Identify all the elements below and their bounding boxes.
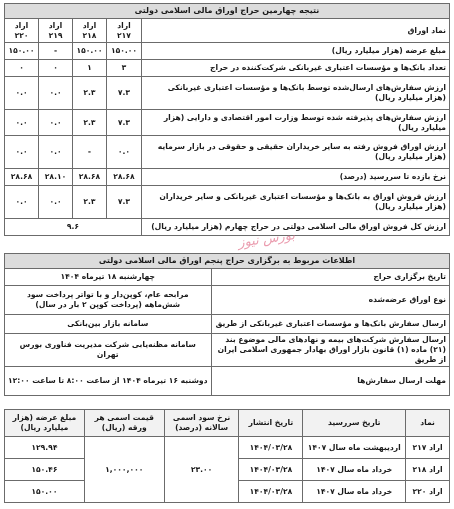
row-value: ۲.۳ bbox=[73, 77, 107, 110]
row-value: ۰.۰ bbox=[106, 136, 141, 169]
info-label: مهلت ارسال سفارش‌ها bbox=[211, 367, 449, 396]
table-row bbox=[5, 219, 450, 236]
total-value: ۹.۶ bbox=[5, 219, 142, 236]
symbol-label: نماد اوراق bbox=[141, 19, 449, 43]
symbol-header: اراد ۲۱۷ bbox=[106, 19, 141, 43]
cell-amount: ۱۲۹.۹۴ bbox=[5, 437, 85, 459]
row-label: ارزش اوراق فروش رفته به سایر خریداران حقیقی و حقوقی در بازار سرمایه (هزار میلیارد ریال) bbox=[141, 136, 449, 169]
row-value: ۲.۳ bbox=[73, 110, 107, 136]
row-label: ارزش فروش اوراق به بانک‌ها و مؤسسات اعتباری غیربانکی و سایر خریداران (هزار میلیارد ریال) bbox=[141, 186, 449, 219]
row-value: ۲۸.۶۸ bbox=[106, 169, 141, 186]
row-value: ۲۸.۱۰ bbox=[39, 169, 73, 186]
auction-results-title: نتیجه چهارمین حراج اوراق مالی اسلامی دولتی bbox=[5, 4, 450, 19]
info-value: دوشنبه ۱۶ تیرماه ۱۴۰۴ از ساعت ۸:۰۰ تا ساعت ۱۲:۰۰ bbox=[5, 367, 212, 396]
info-value: مرابحه عام، کوپن‌دار و با تواتر پرداخت سود شش‌ماهه (پرداخت کوپن ۲ بار در سال) bbox=[5, 286, 212, 315]
table-row bbox=[5, 136, 450, 169]
cell-issue: ۱۴۰۴/۰۳/۲۸ bbox=[239, 459, 303, 481]
row-value: ۲۸.۶۸ bbox=[5, 169, 39, 186]
row-value: ۲.۳ bbox=[73, 186, 107, 219]
col-header-price: قیمت اسمی هر ورقه (ریال) bbox=[84, 410, 164, 437]
table-row bbox=[5, 110, 450, 136]
row-value: ۰.۰ bbox=[39, 136, 73, 169]
table-row bbox=[5, 43, 450, 60]
row-value: ۳ bbox=[106, 60, 141, 77]
cell-rate: ۲۳.۰۰ bbox=[164, 437, 239, 503]
cell-maturity: خرداد ماه سال ۱۴۰۷ bbox=[303, 459, 406, 481]
row-value: ۰.۰ bbox=[39, 186, 73, 219]
col-header-amount: مبلغ عرضه (هزار میلیارد ریال) bbox=[5, 410, 85, 437]
row-value: ۷.۳ bbox=[106, 77, 141, 110]
row-value: ۷.۳ bbox=[106, 110, 141, 136]
row-value: ۰.۰ bbox=[5, 186, 39, 219]
cell-amount: ۱۵۰.۰۰ bbox=[5, 481, 85, 503]
symbol-header: اراد ۲۱۹ bbox=[39, 19, 73, 43]
symbol-header: اراد ۲۲۰ bbox=[5, 19, 39, 43]
info-label: نوع اوراق عرضه‌شده bbox=[211, 286, 449, 315]
cell-symbol: اراد ۲۱۸ bbox=[406, 459, 450, 481]
cell-symbol: اراد ۲۱۷ bbox=[406, 437, 450, 459]
symbol-header: اراد ۲۱۸ bbox=[73, 19, 107, 43]
table-row bbox=[5, 186, 450, 219]
row-label: مبلغ عرضه (هزار میلیارد ریال) bbox=[141, 43, 449, 60]
row-value: ۰ bbox=[5, 60, 39, 77]
table-row bbox=[5, 286, 450, 315]
table-row bbox=[5, 315, 450, 334]
row-value: ۰.۰ bbox=[5, 110, 39, 136]
row-value: ۰.۰ bbox=[5, 136, 39, 169]
col-header-issue: تاریخ انتشار bbox=[239, 410, 303, 437]
col-header-symbol: نماد bbox=[406, 410, 450, 437]
row-value: ۱۵۰.۰۰ bbox=[73, 43, 107, 60]
info-value: چهارشنبه ۱۸ تیرماه ۱۴۰۴ bbox=[5, 269, 212, 286]
col-header-rate: نرخ سود اسمی سالانه (درصد) bbox=[164, 410, 239, 437]
info-label: ارسال سفارش بانک‌ها و مؤسسات اعتباری غیربانکی از طریق bbox=[211, 315, 449, 334]
watermark: بورس نیوز bbox=[237, 228, 296, 251]
row-value: ۱۵۰.۰۰ bbox=[106, 43, 141, 60]
table-row bbox=[5, 367, 450, 396]
row-value: ۰.۰ bbox=[5, 77, 39, 110]
row-value: ۱ bbox=[73, 60, 107, 77]
cell-maturity: اردیبهشت ماه سال ۱۴۰۷ bbox=[303, 437, 406, 459]
securities-specs-table bbox=[4, 409, 450, 503]
fifth-auction-title: اطلاعات مربوط به برگزاری حراج پنجم اوراق مالی اسلامی دولتی bbox=[5, 254, 450, 269]
row-value: ۰ bbox=[39, 60, 73, 77]
cell-issue: ۱۴۰۴/۰۳/۲۸ bbox=[239, 437, 303, 459]
fifth-auction-info-table bbox=[4, 253, 450, 396]
row-value: - bbox=[39, 43, 73, 60]
cell-price: ۱,۰۰۰,۰۰۰ bbox=[84, 437, 164, 503]
table-row bbox=[5, 77, 450, 110]
cell-symbol: اراد ۲۲۰ bbox=[406, 481, 450, 503]
info-value: سامانه مظنه‌یابی شرکت مدیریت فناوری بورس تهران bbox=[5, 334, 212, 367]
info-value: سامانه بازار بین‌بانکی bbox=[5, 315, 212, 334]
table-row bbox=[5, 60, 450, 77]
table-row bbox=[5, 269, 450, 286]
row-value: ۲۸.۶۸ bbox=[73, 169, 107, 186]
row-label: ارزش سفارش‌های ارسال‌شده توسط بانک‌ها و مؤسسات اعتباری غیربانکی (هزار میلیارد ریال) bbox=[141, 77, 449, 110]
info-label: تاریخ برگزاری حراج bbox=[211, 269, 449, 286]
cell-amount: ۱۵۰.۴۶ bbox=[5, 459, 85, 481]
row-value: ۱۵۰.۰۰ bbox=[5, 43, 39, 60]
info-label: ارسال سفارش شرکت‌های بیمه و نهادهای مالی موضوع بند (۲۱) ماده (۱) قانون بازار اوراق بهادار جمهوری اسلامی ایران از طریق bbox=[211, 334, 449, 367]
row-value: ۷.۳ bbox=[106, 186, 141, 219]
cell-issue: ۱۴۰۴/۰۳/۲۸ bbox=[239, 481, 303, 503]
row-label: تعداد بانک‌ها و مؤسسات اعتباری غیربانکی شرکت‌کننده در حراج bbox=[141, 60, 449, 77]
row-value: ۰.۰ bbox=[39, 77, 73, 110]
row-value: ۰.۰ bbox=[39, 110, 73, 136]
row-value: - bbox=[73, 136, 107, 169]
table-row bbox=[5, 437, 450, 459]
table-row bbox=[5, 334, 450, 367]
total-label: ارزش کل فروش اوراق مالی اسلامی دولتی در حراج چهارم (هزار میلیارد ریال) bbox=[141, 219, 449, 236]
row-label: نرخ بازده تا سررسید (درصد) bbox=[141, 169, 449, 186]
cell-maturity: خرداد ماه سال ۱۴۰۷ bbox=[303, 481, 406, 503]
col-header-maturity: تاریخ سررسید bbox=[303, 410, 406, 437]
row-label: ارزش سفارش‌های پذیرفته شده توسط وزارت امور اقتصادی و دارایی (هزار میلیارد ریال) bbox=[141, 110, 449, 136]
table-row bbox=[5, 169, 450, 186]
auction-results-table bbox=[4, 3, 450, 236]
